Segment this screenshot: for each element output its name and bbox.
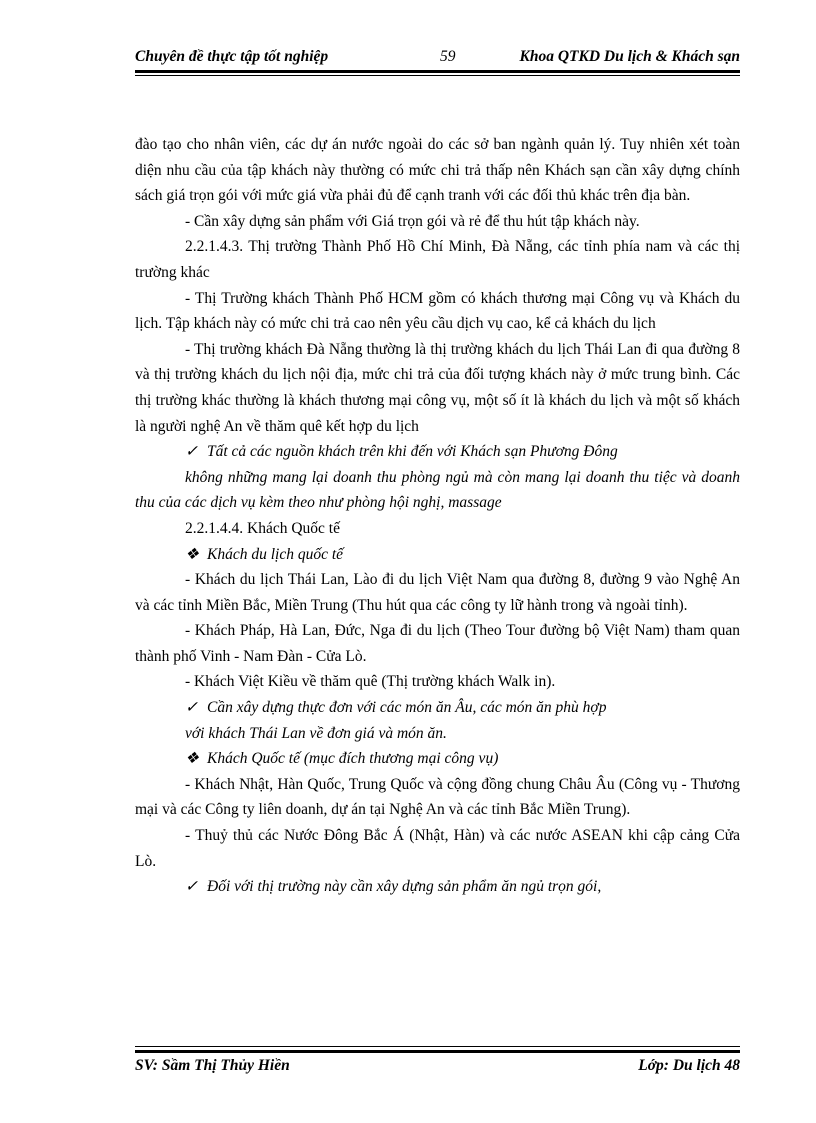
- header-title: Chuyên đề thực tập tốt nghiệp: [135, 48, 329, 65]
- footer-class: Lớp: Du lịch 48: [638, 1057, 740, 1074]
- footer-student: SV: Sầm Thị Thủy Hiền: [135, 1057, 290, 1074]
- check-item: [135, 439, 740, 465]
- paragraph: - Thị Trường khách Thành Phố HCM gồm có khách thương mại Công vụ và Khách du lịch. Tập khách này có mức chi trả cao nên yêu cầu dịch vụ cao, kể cả khách du lịch: [135, 289, 740, 333]
- diamond-item: [135, 542, 740, 568]
- page-footer: [135, 1057, 740, 1079]
- check-item: [135, 874, 740, 900]
- diamond-icon: ❖: [185, 750, 199, 768]
- paragraph-continuation: với khách Thái Lan về đơn giá và món ăn.: [185, 724, 447, 742]
- page-number: 59: [440, 48, 456, 65]
- diamond-item-text: Khách Quốc tế (mục đích thương mại công vụ): [207, 750, 499, 768]
- footer-rule-thin: [135, 1046, 740, 1047]
- paragraph: - Cần xây dựng sản phẩm với Giá trọn gói và rẻ để thu hút tập khách này.: [185, 212, 640, 230]
- document-body: [135, 132, 740, 900]
- check-icon: ✓: [185, 699, 198, 717]
- paragraph: - Thuỷ thủ các Nước Đông Bắc Á (Nhật, Hàn) và các nước ASEAN khi cập cảng Cửa Lò.: [135, 827, 740, 870]
- check-icon: ✓: [185, 878, 198, 896]
- header-rule: [135, 70, 740, 73]
- paragraph: - Thị trường khách Đà Nẵng thường là thị trường khách du lịch Thái Lan đi qua đường 8 và thị trường khách du lịch nội địa, mức chi trả của đối tượng khách này ở mức trung bình. Các thị trường khác thường là khách thương mại công vụ, một số ít là khách du lịch và một số khách là người nghệ An về thăm quê kết hợp du lịch: [135, 340, 740, 435]
- footer-rule: [135, 1050, 740, 1053]
- paragraph: - Khách Pháp, Hà Lan, Đức, Nga đi du lịch (Theo Tour đường bộ Việt Nam) tham quan thành phố Vinh - Nam Đàn - Cửa Lò.: [135, 622, 740, 665]
- diamond-item-text: Khách du lịch quốc tế: [207, 545, 344, 563]
- paragraph: - Khách Nhật, Hàn Quốc, Trung Quốc và cộng đồng chung Châu Âu (Công vụ - Thương mại và các Công ty liên doanh, dự án tại Nghệ An và các tỉnh Bắc Miền Trung).: [135, 775, 740, 819]
- paragraph: - Khách du lịch Thái Lan, Lào đi du lịch Việt Nam qua đường 8, đường 9 vào Nghệ An và các tỉnh Miền Bắc, Miền Trung (Thu hút qua các công ty lữ hành trong và ngoài tỉnh).: [135, 571, 740, 614]
- page-header: [135, 48, 740, 70]
- paragraph: đào tạo cho nhân viên, các dự án nước ngoài do các sở ban ngành quản lý. Tuy nhiên xét toàn diện nhu cầu của tập khách này thường có mức chi trả thấp nên Khách sạn cần xây dựng chính sách giá trọn gói với mức giá vừa phải đủ để cạnh tranh với các đối thủ khác trên địa bàn.: [135, 136, 740, 205]
- header-rule-thin: [135, 75, 740, 76]
- diamond-icon: ❖: [185, 545, 199, 563]
- check-item-text: Cần xây dựng thực đơn với các món ăn Âu, các món ăn phù hợp: [207, 699, 607, 717]
- header-faculty: Khoa QTKD Du lịch & Khách sạn: [519, 48, 740, 65]
- check-item-text: Đối với thị trường này cần xây dựng sản phẩm ăn ngủ trọn gói,: [207, 878, 602, 896]
- paragraph: - Khách Việt Kiều về thăm quê (Thị trường khách Walk in).: [185, 673, 556, 691]
- check-item: [135, 695, 740, 721]
- section-heading: 2.2.1.4.3. Thị trường Thành Phố Hồ Chí Minh, Đà Nẵng, các tỉnh phía nam và các thị trường khác: [135, 238, 740, 281]
- diamond-item: [135, 746, 740, 772]
- check-item-text: Tất cả các nguồn khách trên khi đến với Khách sạn Phương Đông: [207, 443, 618, 461]
- section-heading: 2.2.1.4.4. Khách Quốc tế: [185, 519, 340, 537]
- paragraph-continuation: không những mang lại doanh thu phòng ngủ mà còn mang lại doanh thu tiệc và doanh thu của các dịch vụ kèm theo như phòng hội nghị, massage: [135, 468, 740, 512]
- check-icon: ✓: [185, 443, 198, 461]
